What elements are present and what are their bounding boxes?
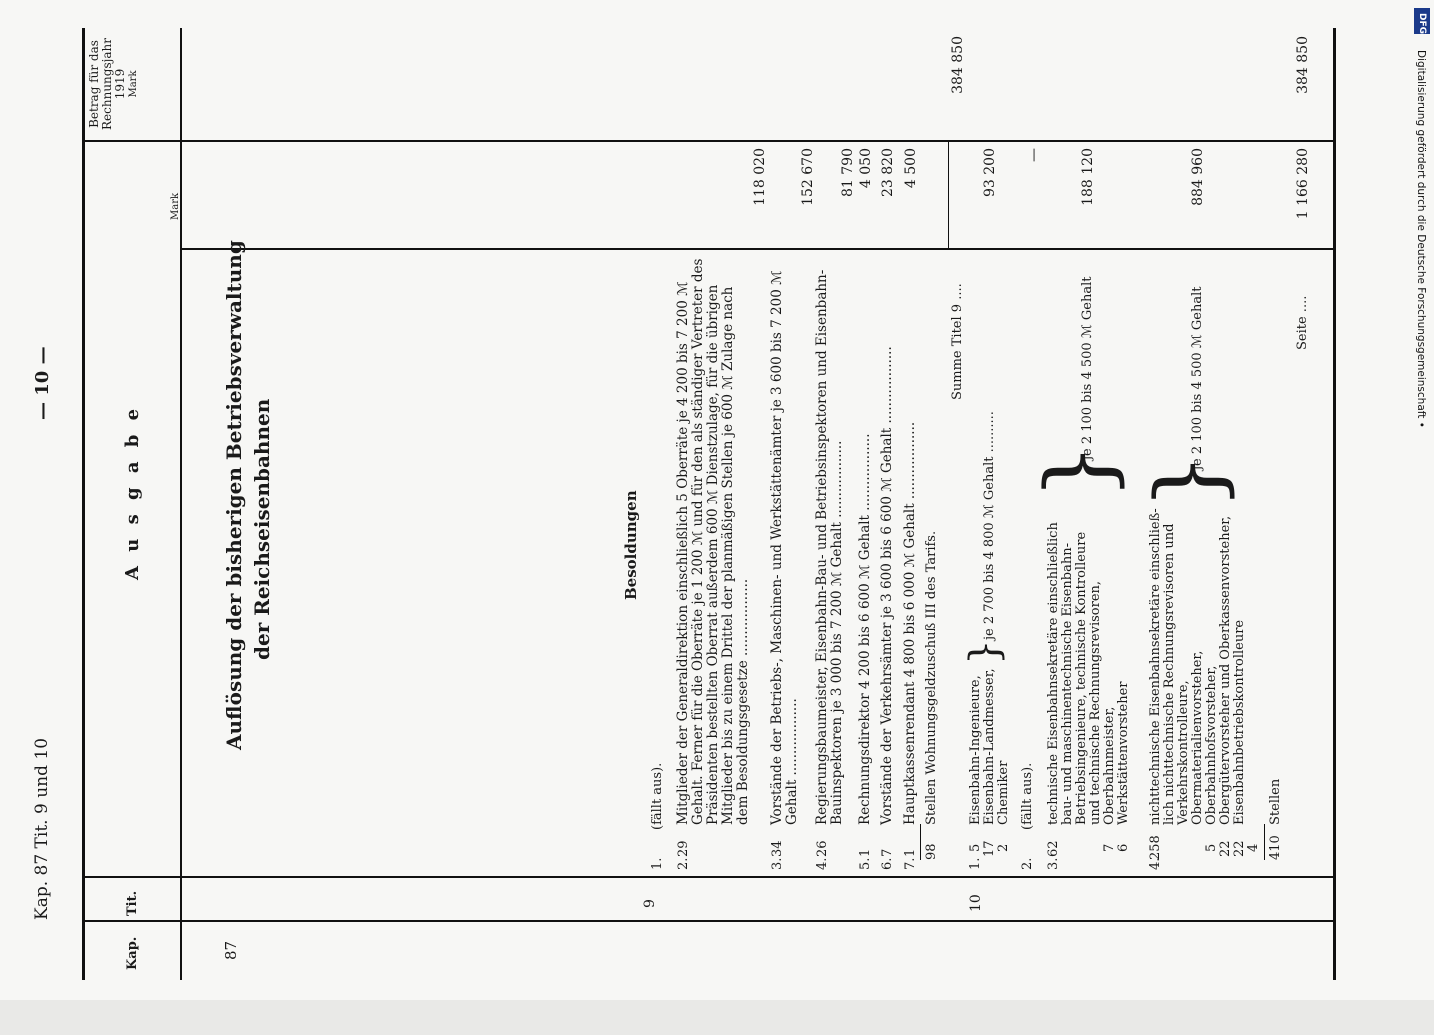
seite-total: 384 850: [1295, 36, 1311, 94]
t10-item3-line-e: Oberbahnmeister,: [1102, 706, 1117, 825]
t10-item2-text: (fällt aus).: [1020, 762, 1035, 830]
t9-total-text: Stellen Wohnungsgeldzuschuß III des Tarifs.: [924, 530, 939, 825]
t9-item6-amount: 23 820: [880, 148, 896, 197]
t10-item1-pay: je 2 700 bis 4 800 ℳ Gehalt ..........: [982, 411, 997, 640]
betrag-line-2: Rechnungsjahr: [100, 38, 114, 130]
t10-item4-line-c: Verkehrskontrolleure,: [1176, 680, 1191, 825]
t10-item1-count-a: 5: [968, 843, 983, 852]
t10-item3-count-a: 62: [1046, 840, 1061, 857]
col-header-tit: Tit.: [125, 890, 140, 916]
section-title-2: der Reichseisenbahnen: [250, 398, 274, 660]
t10-item4-line-d: Obermaterialienvorsteher,: [1190, 650, 1205, 825]
t9-item5-count: 1: [858, 848, 873, 857]
t10-total-count: 410: [1268, 835, 1283, 860]
t9-item3-nr: 3.: [770, 857, 785, 870]
t9-total-count: 98: [924, 843, 939, 860]
header-kap-tit: Kap. 87 Tit. 9 und 10: [32, 737, 52, 920]
table-bottom-rule: [1333, 28, 1336, 980]
t9-amount-rule: [948, 142, 949, 250]
t10-item4-line-e: Oberbahnhofsvorsteher,: [1204, 665, 1219, 825]
col-header-mark-right: Mark: [128, 70, 139, 98]
t10-item4-line-b: lich nichttechnische Rechnungsrevisoren und: [1162, 523, 1177, 825]
t9-item4-amount: 81 790: [840, 148, 856, 197]
t9-item2-nr: 2.: [676, 857, 691, 870]
t10-item1-line-c: Chemiker: [996, 760, 1011, 825]
t10-count-rule: [1264, 824, 1265, 860]
t10-item4-count-a: 258: [1148, 835, 1163, 860]
t10-item1-amount: 93 200: [982, 148, 998, 197]
section-title-1: Auflösung der bisherigen Betriebsverwaltung: [222, 240, 246, 750]
t9-item6-nr: 6.: [880, 857, 895, 870]
col-header-kap: Kap.: [125, 936, 140, 970]
t10-item4-line-f: Obergütervorsteher und Oberkassenvorsteher,: [1218, 515, 1233, 825]
col-rule-text: [182, 248, 1333, 250]
t9-item2-count: 29: [676, 840, 691, 857]
t10-item3-count-f: 6: [1116, 843, 1131, 852]
tit-10: 10: [968, 894, 984, 912]
t10-item1-line-b: Eisenbahn-Landmesser,: [982, 668, 997, 825]
subheading-besoldungen: Besoldungen: [622, 490, 640, 600]
t9-item5-amount: 4 050: [858, 148, 874, 189]
page-number: — 10 —: [32, 346, 53, 420]
t10-item4-count-e: 5: [1204, 843, 1219, 852]
t10-item2-amount: —: [1026, 148, 1042, 162]
t10-item4-count-g: 22: [1232, 840, 1247, 857]
col-header-ausgabe: A u s g a b e: [122, 404, 143, 580]
t10-item3-line-d: und technische Rechnungsrevisoren,: [1088, 580, 1103, 825]
t10-item1-line-a: Eisenbahn-Ingenieure,: [968, 675, 983, 825]
t10-total-text: Stellen: [1268, 778, 1283, 825]
t9-item5-nr: 5.: [858, 857, 873, 870]
t10-item1-count-c: 2: [996, 843, 1011, 852]
t9-item7-count: 1: [903, 848, 918, 857]
kap-value: 87: [222, 940, 240, 960]
t9-item6-count: 7: [880, 848, 895, 857]
t10-item3-nr: 3.: [1046, 857, 1061, 870]
col-header-betrag: [88, 30, 140, 138]
betrag-line-3: 1919: [113, 68, 127, 100]
t9-item7-text: Hauptkassenrendant 4 800 bis 6 000 ℳ Gehalt ..................: [902, 421, 918, 825]
table-head-rule: [180, 28, 182, 980]
t9-item3-amount: 152 670: [800, 148, 816, 206]
t10-item3-line-f: Werkstättenvorsteher: [1116, 681, 1131, 825]
t9-item4-text: Regierungsbaumeister, Eisenbahn-Bau- und Betriebsinspektoren und Eisenbahn-Bauinspektoren je 3 000 bis 7 200 ℳ Gehalt ..................: [814, 269, 845, 825]
t9-item2-text: Mitglieder der Generaldirektion einschließlich 5 Oberräte je 4 200 bis 7 200 ℳ Gehalt. Ferner für die Oberräte je 1 200 ℳ und für den als ständiger Vertreter des Präsidenten bestellten Oberrat außerdem 600 ℳ Dienstzulage, für die übrigen Mitglieder bis zu einem Drittel der planmäßigen Stellen je 600 ℳ Zulage nach dem Besoldungsgesetze ..................: [675, 258, 751, 825]
t9-count-rule: [920, 824, 921, 860]
digitization-credit: [1408, 10, 1434, 995]
t10-item4-amount: 884 960: [1190, 148, 1206, 206]
t10-item4-pay: je 2 100 bis 4 500 ℳ Gehalt: [1190, 286, 1205, 470]
col-rule-mark: [82, 140, 1333, 142]
t9-item7-nr: 7.: [903, 857, 918, 870]
t10-item1-nr: 1.: [968, 857, 983, 870]
t9-item5-text: Rechnungsdirektor 4 200 bis 6 600 ℳ Gehalt ..................: [857, 433, 873, 825]
betrag-line-1: Betrag für das: [87, 40, 101, 128]
t9-item2-amount: 118 020: [752, 148, 768, 206]
t9-summe-label: Summe Titel 9 ....: [950, 283, 965, 400]
col-rule-tit: [82, 876, 1333, 878]
t10-item3-line-c: Betriebsingenieure, technische Kontrolleure: [1074, 531, 1089, 825]
t9-item3-count: 34: [770, 840, 785, 857]
t10-item4-count-h: 4: [1246, 843, 1261, 852]
t10-item3-amount: 188 120: [1080, 148, 1096, 206]
credit-text: Digitalisierung gefördert durch die Deutsche Forschungsgemeinschaft •: [1415, 50, 1427, 428]
t10-item3-brace: }: [1027, 442, 1132, 500]
seite-amount: 1 166 280: [1295, 148, 1311, 220]
t9-item1-text: (fällt aus).: [650, 762, 665, 830]
seite-label: Seite ....: [1295, 295, 1310, 350]
t10-item3-pay: je 2 100 bis 4 500 ℳ Gehalt: [1080, 276, 1095, 460]
t9-item7-amount: 4 500: [903, 148, 919, 189]
t9-item1-nr: 1.: [650, 857, 665, 870]
t10-item3-line-a: technische Eisenbahnsekretäre einschließlich: [1046, 522, 1061, 825]
t9-item3-text: Vorstände der Betriebs-, Maschinen- und Werkstättenämter je 3 600 bis 7 200 ℳ Gehalt ..................: [769, 270, 800, 825]
t10-item4-line-g: Eisenbahnbetriebskontrolleure: [1232, 619, 1247, 825]
t10-item1-count-b: 17: [982, 840, 997, 857]
t9-item4-nr: 4.: [815, 857, 830, 870]
t9-item4-count: 26: [815, 840, 830, 857]
table-top-rule: [82, 28, 85, 980]
t10-item4-line-a: nichttechnische Eisenbahnsekretäre einschließ-: [1148, 508, 1163, 825]
t10-item2-nr: 2.: [1020, 857, 1035, 870]
t10-item4-brace: }: [1137, 452, 1242, 510]
t10-item3-line-b: bau- und maschinentechnische Eisenbahn-: [1060, 542, 1075, 825]
t9-item6-text: Vorstände der Verkehrsämter je 3 600 bis 6 600 ℳ Gehalt ..................: [879, 346, 895, 825]
dfg-logo: DFG: [1414, 8, 1430, 34]
col-header-mark-mid: Mark: [170, 192, 181, 220]
tit-9: 9: [642, 899, 658, 908]
col-rule-kap: [82, 920, 1333, 922]
t10-item3-count-e: 7: [1102, 843, 1117, 852]
t10-item4-nr: 4.: [1148, 857, 1163, 870]
t10-item1-brace: }: [962, 639, 1008, 665]
t9-summe-amount: 384 850: [950, 36, 966, 94]
t10-item4-count-f: 22: [1218, 840, 1233, 857]
